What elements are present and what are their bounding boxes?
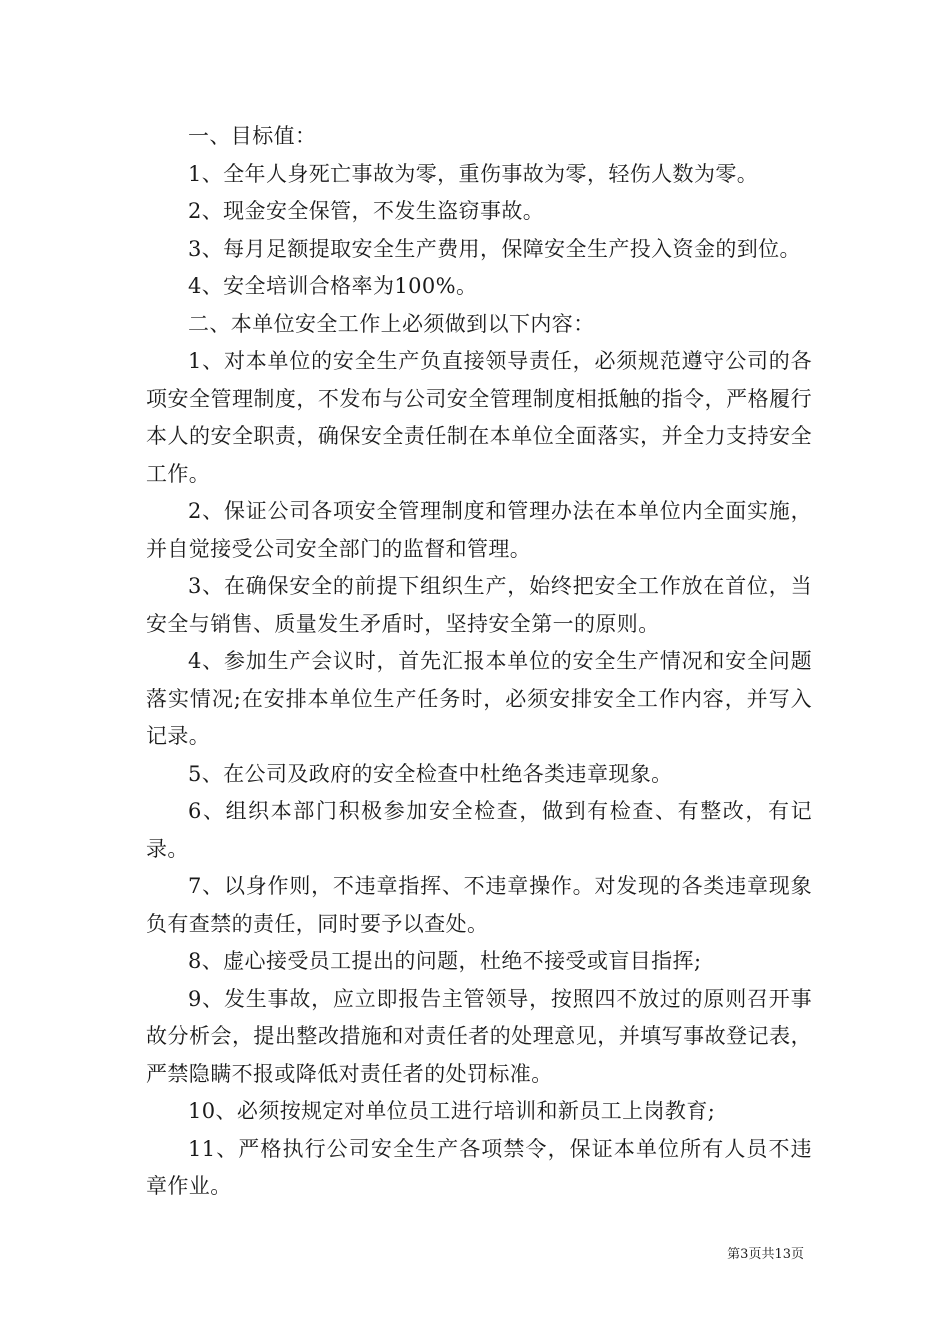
target-item-3: 3、每月足额提取安全生产费用，保障安全生产投入资金的到位。 [188,236,801,261]
target-item-1: 1、全年人身死亡事故为零，重伤事故为零，轻伤人数为零。 [188,161,759,186]
target-item-4: 4、安全培训合格率为100%。 [188,274,478,298]
section-heading-targets: 一、目标值： [188,124,317,148]
duty-item-1: 1、对本单位的安全生产负直接领导责任，必须规范遵守公司的各项安全管理制度，不发布与公司安全管理制度相抵触的指令，严格履行本人的安全职责，确保安全责任制在本单位全面落实，并全力支持安全工作。 [146,349,812,486]
duty-item-3: 3、在确保安全的前提下组织生产，始终把安全工作放在首位，当安全与销售、质量发生矛盾时，坚持安全第一的原则。 [146,574,812,636]
target-item-2: 2、现金安全保管，不发生盗窃事故。 [188,199,545,223]
section-heading-duties: 二、本单位安全工作上必须做到以下内容： [188,311,595,336]
duty-item-2: 2、保证公司各项安全管理制度和管理办法在本单位内全面实施，并自觉接受公司安全部门的监督和管理。 [146,499,812,561]
duty-item-4: 4、参加生产会议时，首先汇报本单位的安全生产情况和安全问题落实情况;在安排本单位生产任务时，必须安排安全工作内容，并写入记录。 [146,649,812,748]
duty-item-7: 7、以身作则，不违章指挥、不违章操作。对发现的各类违章现象负有查禁的责任，同时要予以查处。 [146,874,812,936]
page-number: 第3页共13页 [727,1247,804,1262]
duty-item-5: 5、在公司及政府的安全检查中杜绝各类违章现象。 [188,761,673,786]
duty-item-9: 9、发生事故，应立即报告主管领导，按照四不放过的原则召开事故分析会，提出整改措施和对责任者的处理意见，并填写事故登记表，严禁隐瞒不报或降低对责任者的处罚标准。 [146,986,812,1086]
document-body [146,118,812,1206]
duty-item-10: 10、必须按规定对单位员工进行培训和新员工上岗教育; [188,1099,716,1123]
duty-item-6: 6、组织本部门积极参加安全检查，做到有检查、有整改，有记录。 [146,799,812,861]
duty-item-11: 11、严格执行公司安全生产各项禁令，保证本单位所有人员不违章作业。 [146,1136,812,1198]
duty-item-8: 8、虚心接受员工提出的问题，杜绝不接受或盲目指挥; [188,949,702,973]
